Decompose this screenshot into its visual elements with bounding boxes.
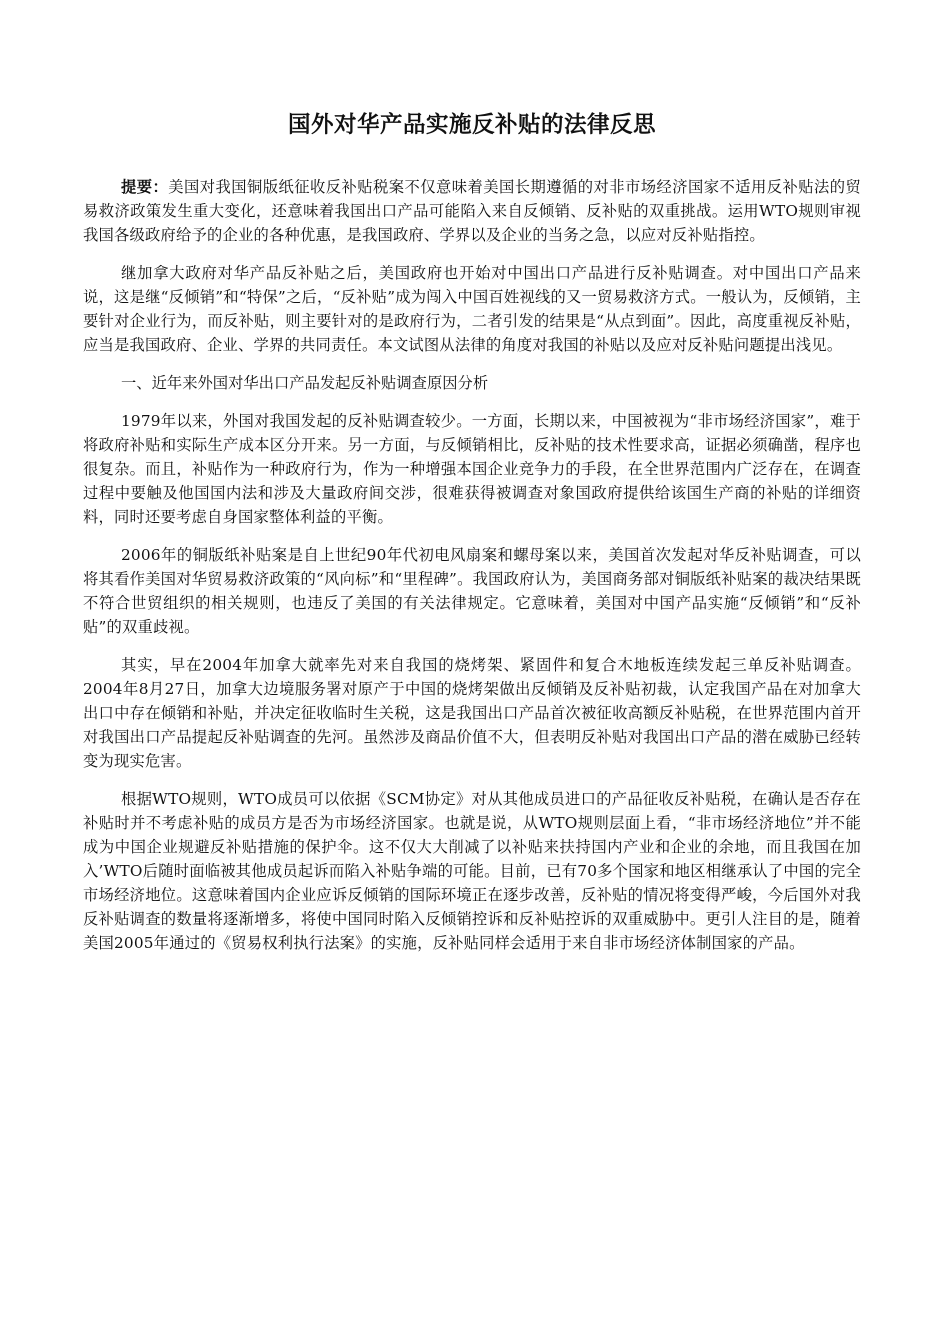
page-title: 国外对华产品实施反补贴的法律反思 [287,112,656,138]
abstract-text: 美国对我国铜版纸征收反补贴税案不仅意味着美国长期遵循的对非市场经济国家不适用反补贴法的贸易救济政策发生重大变化，还意味着我国出口产品可能陷入来自反倾销、反补贴的双重挑战。运用WTO规则审视我国各级政府给予的企业的各种优惠，是我国政府、学界以及企业的当务之急，以应对反补贴指控。 [83,178,861,244]
intro-paragraph: 继加拿大政府对华产品反补贴之后，美国政府也开始对中国出口产品进行反补贴调查。对中国出口产品来说，这是继“反倾销”和“特保”之后，“反补贴”成为闯入中国百姓视线的又一贸易救济方式。一般认为，反倾销，主要针对企业行为，而反补贴，则主要针对的是政府行为，二者引发的结果是“从点到面”。因此，高度重视反补贴，应当是我国政府、企业、学界的共同责任。本文试图从法律的角度对我国的补贴以及应对反补贴问题提出浅见。 [83,264,861,354]
abstract-label: 提要： [121,178,169,196]
section-heading: 一、近年来外国对华出口产品发起反补贴调查原因分析 [121,374,489,392]
body-paragraph: 1979年以来，外国对我国发起的反补贴调查较少。一方面，长期以来，中国被视为“非市场经济国家”，难于将政府补贴和实际生产成本区分开来。另一方面，与反倾销相比，反补贴的技术性要求高，证据必须确凿，程序也很复杂。而且，补贴作为一种政府行为，作为一种增强本国企业竞争力的手段，在全世界范围内广泛存在，在调查过程中要触及他国国内法和涉及大量政府间交涉，很难获得被调查对象国政府提供给该国生产商的补贴的详细资料，同时还要考虑自身国家整体利益的平衡。 [83,412,861,526]
document-page [83,108,861,969]
body-paragraph: 2006年的铜版纸补贴案是自上世纪90年代初电风扇案和螺母案以来，美国首次发起对华反补贴调查，可以将其看作美国对华贸易救济政策的“风向标”和“里程碑”。我国政府认为，美国商务部对铜版纸补贴案的裁决结果既不符合世贸组织的相关规则，也违反了美国的有关法律规定。它意味着，美国对中国产品实施“反倾销”和“反补贴”的双重歧视。 [83,546,861,636]
body-paragraph: 根据WTO规则，WTO成员可以依据《SCM协定》对从其他成员进口的产品征收反补贴税，在确认是否存在补贴时并不考虑补贴的成员方是否为市场经济国家。也就是说，从WTO规则层面上看，“非市场经济地位”并不能成为中国企业规避反补贴措施的保护伞。这不仅大大削减了以补贴来扶持国内产业和企业的余地，而且我国在加入’WTO后随时面临被其他成员起诉而陷入补贴争端的可能。目前，已有70多个国家和地区相继承认了中国的完全市场经济地位。这意味着国内企业应诉反倾销的国际环境正在逐步改善，反补贴的情况将变得严峻，今后国外对我反补贴调查的数量将逐渐增多，将使中国同时陷入反倾销控诉和反补贴控诉的双重威胁中。更引人注目的是，随着美国2005年通过的《贸易权利执行法案》的实施，反补贴同样会适用于来自非市场经济体制国家的产品。 [83,790,861,952]
abstract-paragraph [83,175,861,247]
body-paragraph: 其实，早在2004年加拿大就率先对来自我国的烧烤架、紧固件和复合木地板连续发起三单反补贴调查。2004年8月27日，加拿大边境服务署对原产于中国的烧烤架做出反倾销及反补贴初裁，认定我国产品在对加拿大出口中存在倾销和补贴，并决定征收临时生关税，这是我国出口产品首次被征收高额反补贴税，在世界范围内首开对我国出口产品提起反补贴调查的先河。虽然涉及商品价值不大，但表明反补贴对我国出口产品的潜在威胁已经转变为现实危害。 [83,656,861,770]
